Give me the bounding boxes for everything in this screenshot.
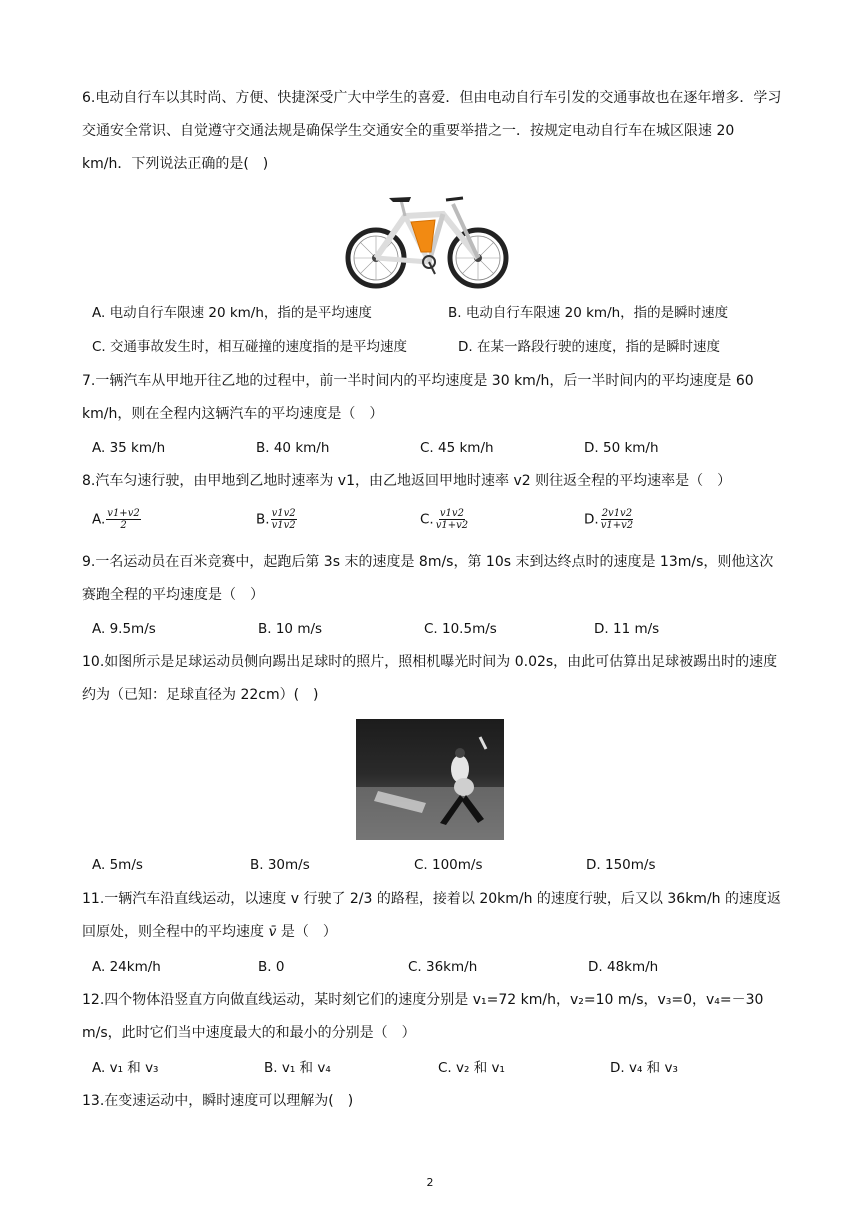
question-7-text: 7.一辆汽车从甲地开往乙地的过程中，前一半时间内的平均速度是 30 km/h，后一半时间内的平均速度是 60 km/h，则在全程内这辆汽车的平均速度是（ ） [82, 373, 754, 422]
question-7-option-d[interactable]: D. 50 km/h [584, 440, 659, 456]
option-label: B. [256, 511, 270, 528]
question-11-options [92, 956, 782, 978]
question-6-options-row2 [92, 336, 782, 358]
question-7-options [92, 437, 782, 459]
question-9-option-d[interactable]: D. 11 m/s [594, 621, 660, 637]
question-12-option-a[interactable]: A. v₁ 和 v₃ [92, 1060, 159, 1076]
question-10-options [92, 854, 782, 876]
question-8 [82, 465, 782, 498]
question-10-option-c[interactable]: C. 100m/s [414, 857, 483, 873]
question-12-options [92, 1057, 782, 1079]
question-9-option-a[interactable]: A. 9.5m/s [92, 621, 156, 637]
question-7-option-c[interactable]: C. 45 km/h [420, 440, 494, 456]
option-label: A. [92, 511, 106, 528]
question-11-text [82, 883, 782, 949]
question-9-option-b[interactable]: B. 10 m/s [258, 621, 323, 637]
question-9-option-c[interactable]: C. 10.5m/s [424, 621, 497, 637]
numerator: v1v2 [439, 508, 464, 519]
question-10-text: 10.如图所示是足球运动员侧向踢出足球时的照片，照相机曝光时间为 0.02s，由此可估算出足球被踢出时的速度约为（已知：足球直径为 22cm）( ) [82, 654, 778, 703]
denominator: 2 [120, 520, 127, 531]
option-label: C. [420, 511, 434, 528]
option-label: D. [584, 511, 599, 528]
question-11-text-after: 是（ ） [276, 924, 337, 940]
electric-bicycle-figure [343, 186, 513, 290]
denominator: v1+v2 [435, 520, 469, 531]
question-8-option-b[interactable] [256, 508, 297, 531]
question-6-option-b[interactable]: B. 电动自行车限速 20 km/h，指的是瞬时速度 [448, 305, 729, 321]
question-11-option-a[interactable]: A. 24km/h [92, 959, 161, 975]
question-10-option-a[interactable]: A. 5m/s [92, 857, 143, 873]
question-10 [82, 646, 782, 712]
question-6-options [92, 302, 782, 324]
question-10-option-d[interactable]: D. 150m/s [586, 857, 656, 873]
numerator: 2v1v2 [601, 508, 633, 519]
question-8-text: 8.汽车匀速行驶，由甲地到乙地时速率为 v1，由乙地返回甲地时速率 v2 则往返全程的平均速率是（ ） [82, 473, 732, 489]
question-6-option-d[interactable]: D. 在某一路段行驶的速度，指的是瞬时速度 [458, 339, 720, 355]
fraction [435, 508, 469, 531]
question-6 [82, 82, 782, 181]
fraction [600, 508, 634, 531]
question-9 [82, 546, 782, 612]
question-13-text: 13.在变速运动中，瞬时速度可以理解为( ) [82, 1093, 354, 1109]
question-8-option-c[interactable] [420, 508, 469, 531]
denominator: v1v2 [271, 520, 296, 531]
question-11-option-d[interactable]: D. 48km/h [588, 959, 659, 975]
fraction [106, 508, 140, 531]
question-8-option-a[interactable] [92, 508, 141, 531]
numerator: v1v2 [271, 508, 296, 519]
average-velocity-symbol: v̄ [268, 924, 277, 940]
question-9-text: 9.一名运动员在百米竞赛中，起跑后第 3s 末的速度是 8m/s，第 10s 末到达终点时的速度是 13m/s，则他这次赛跑全程的平均速度是（ ） [82, 554, 774, 603]
question-6-option-c[interactable]: C. 交通事故发生时，相互碰撞的速度指的是平均速度 [92, 339, 408, 355]
question-7-option-a[interactable]: A. 35 km/h [92, 440, 166, 456]
question-10-option-b[interactable]: B. 30m/s [250, 857, 310, 873]
question-8-option-d[interactable] [584, 508, 634, 531]
soccer-kick-photo [356, 719, 504, 840]
question-12-option-d[interactable]: D. v₄ 和 v₃ [610, 1060, 678, 1076]
question-12-option-c[interactable]: C. v₂ 和 v₁ [438, 1060, 505, 1076]
page-number: 2 [426, 1176, 434, 1189]
question-13 [82, 1085, 782, 1118]
question-7 [82, 365, 782, 431]
question-12-text: 12.四个物体沿竖直方向做直线运动，某时刻它们的速度分别是 v₁=72 km/h，v₂=10 m/s，v₃=0，v₄=－30 m/s，此时它们当中速度最大的和最小的分别是（ ） [82, 992, 764, 1041]
question-11-option-c[interactable]: C. 36km/h [408, 959, 478, 975]
fraction [271, 508, 297, 531]
numerator: v1+v2 [107, 508, 140, 519]
question-11-option-b[interactable]: B. 0 [258, 959, 285, 975]
question-12-option-b[interactable]: B. v₁ 和 v₄ [264, 1060, 331, 1076]
question-7-option-b[interactable]: B. 40 km/h [256, 440, 330, 456]
question-8-options [92, 508, 782, 538]
question-11 [82, 883, 782, 949]
denominator: v1+v2 [600, 520, 634, 531]
question-6-text: 6.电动自行车以其时尚、方便、快捷深受广大中学生的喜爱．但由电动自行车引发的交通事故也在逐年增多．学习交通安全常识、自觉遵守交通法规是确保学生交通安全的重要举措之一．按规定电动自行车在城区限速 20 km/h．下列说法正确的是( ) [82, 90, 782, 172]
question-12 [82, 984, 782, 1050]
question-9-options [92, 618, 782, 640]
question-6-option-a[interactable]: A. 电动自行车限速 20 km/h，指的是平均速度 [92, 305, 372, 321]
question-11-text-before: 11.一辆汽车沿直线运动，以速度 v 行驶了 2/3 的路程，接着以 20km/h 的速度行驶，后又以 36km/h 的速度返回原处，则全程中的平均速度 [82, 891, 781, 940]
